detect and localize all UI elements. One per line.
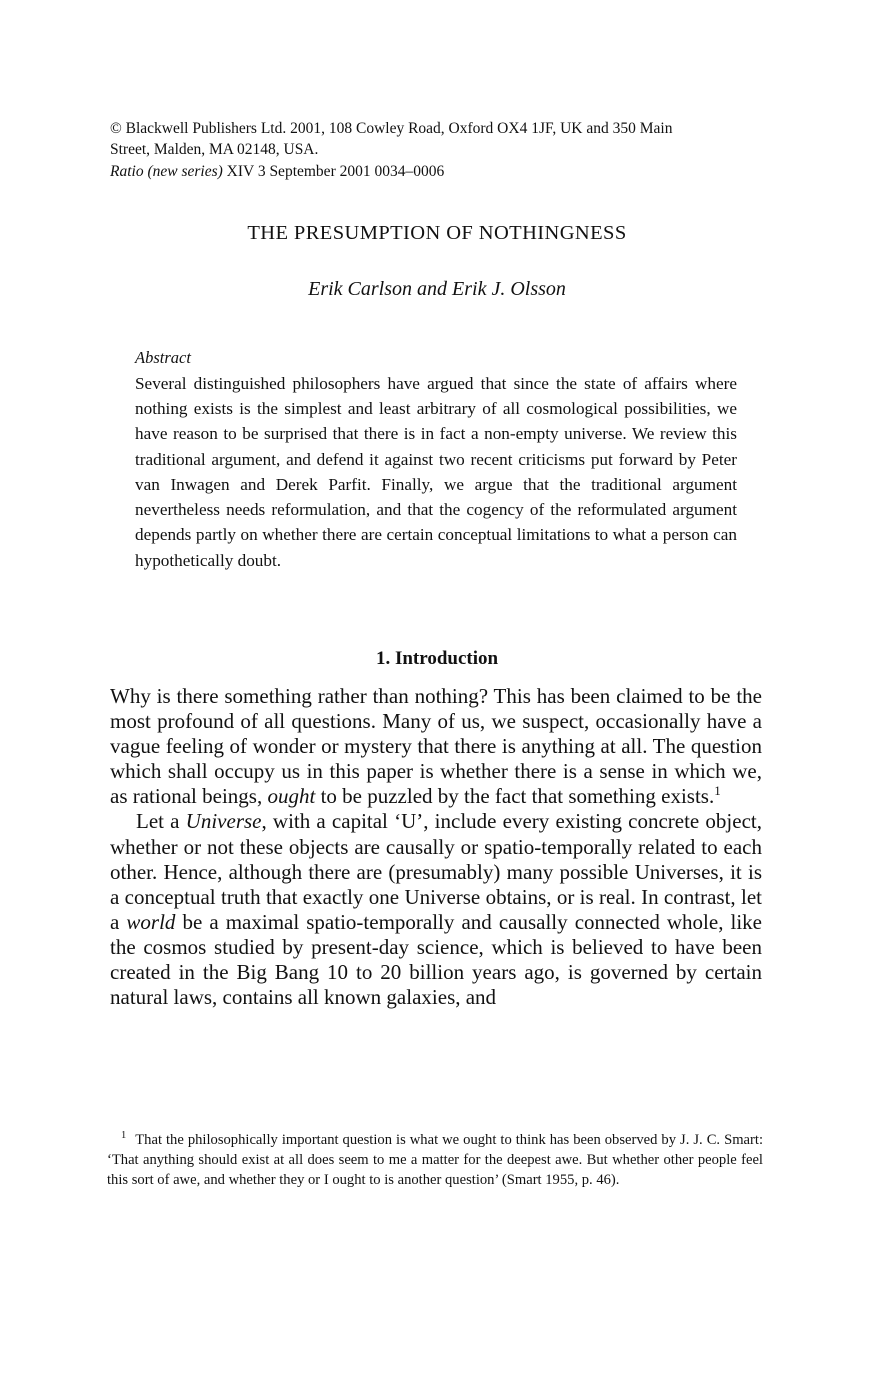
section-heading-introduction: 1. Introduction: [375, 648, 499, 669]
journal-name: Ratio (new series): [110, 162, 223, 180]
body-paragraph-2: [110, 809, 762, 1010]
paragraph-2-text-a: Let a: [136, 809, 186, 834]
journal-imprint: [110, 118, 764, 182]
footnote-reference-1[interactable]: 1: [714, 783, 721, 799]
copyright-line-2: Street, Malden, MA 02148, USA.: [110, 141, 319, 159]
copyright-line-1: © Blackwell Publishers Ltd. 2001, 108 Cowley Road, Oxford OX4 1JF, UK and 350 Main: [110, 120, 673, 137]
footnote-1: [107, 1131, 763, 1190]
footnote-text: That the philosophically important question is what we ought to think has been observed by J. J. C. Smart: ‘That anything should exist at all does seem to me a matter for the deepest awe. But whether other people feel this sort of awe, and whether they or I ought to is another question’ (Smart 1955, p. 46).: [107, 1132, 763, 1188]
emphasis-universe: Universe: [185, 809, 262, 834]
paragraph-2-text-b: , with a capital ‘U’, include every existing concrete object, whether or not these objects are causally or spatio-temporally related to each other. Hence, although there are (presumably) many possible Universes, it is a conceptual truth that exactly one Universe obtains, or is real. In contrast, let a: [110, 809, 762, 934]
abstract-block: [135, 346, 737, 573]
abstract-text: Several distinguished philosophers have argued that since the state of affairs where nothing exists is the simplest and least arbitrary of all cosmological possibilities, we have reason to be surprised that there is in fact a non-empty universe. We review this traditional argument, and defend it against two recent criticisms put forward by Peter van Inwagen and Derek Parfit. Finally, we argue that the traditional argument nevertheless needs reformulation, and that the cogency of the reformulated argument depends partly on whether there are certain conceptual limitations to what a person can hypothetically doubt.: [135, 373, 737, 570]
emphasis-ought: ought: [267, 784, 316, 809]
paragraph-2-text-c: be a maximal spatio-temporally and causally connected whole, like the cosmos studied by present-day science, which is believed to have been created in the Big Bang 10 to 20 billion years ago, is governed by certain natural laws, contains all known galaxies, and: [110, 909, 762, 1010]
page-title: THE PRESUMPTION OF NOTHINGNESS: [247, 222, 627, 244]
body-column: [110, 684, 762, 1010]
body-paragraph-1: [110, 684, 762, 809]
journal-issue-info: XIV 3 September 2001 0034–0006: [222, 162, 445, 180]
paragraph-1-text-a: Why is there something rather than nothing? This has been claimed to be the most profound of all questions. Many of us, we suspect, occasionally have a vague feeling of wonder or mystery that there is anything at all. The question which shall occupy us in this paper is whether there is a sense in which we, as rational beings,: [110, 684, 762, 809]
paragraph-1-text-b: to be puzzled by the fact that something exists.: [315, 784, 715, 809]
author-list: Erik Carlson and Erik J. Olsson: [308, 278, 566, 300]
footnote-marker: 1: [121, 1130, 127, 1142]
journal-citation-line: [110, 161, 764, 182]
emphasis-world: world: [126, 909, 176, 934]
abstract-label: Abstract: [135, 348, 191, 367]
